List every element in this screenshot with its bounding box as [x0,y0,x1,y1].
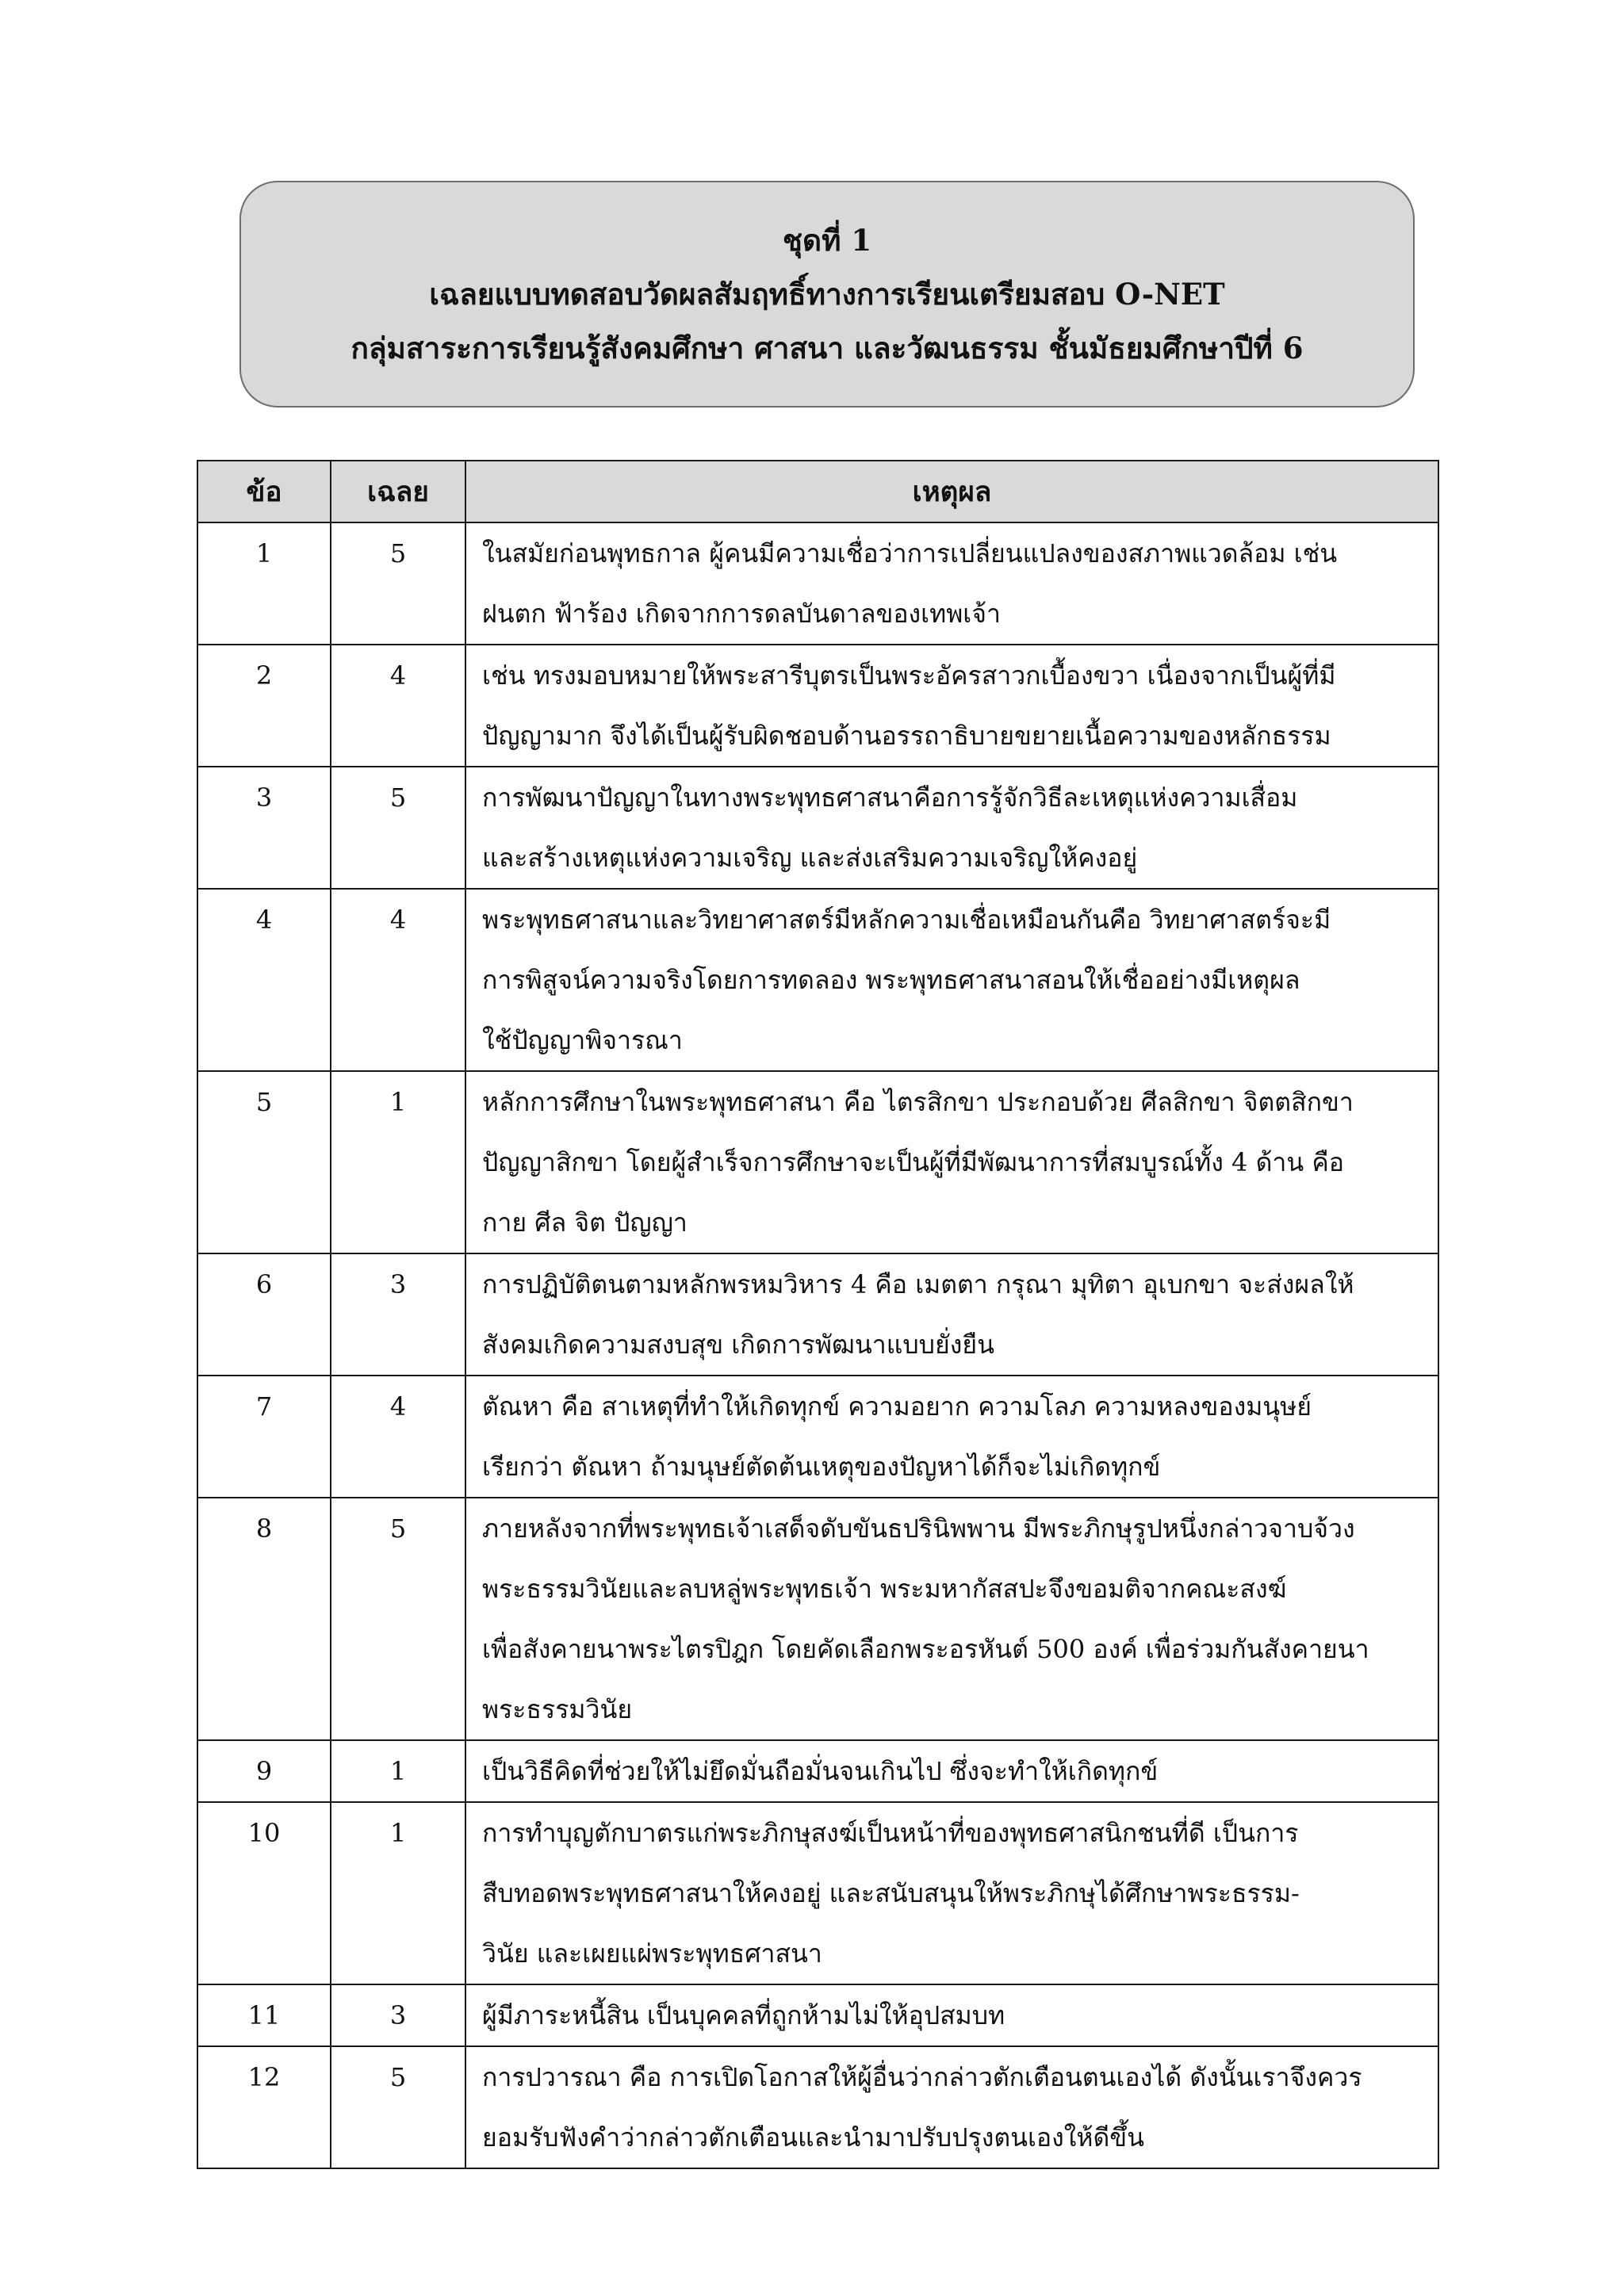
question-number: 1 [197,522,331,645]
reason-line: การทำบุญตักบาตรแก่พระภิกษุสงฆ์เป็นหน้าที่ของพุทธศาสนิกชนที่ดี เป็นการ [482,1818,1299,1848]
table-row [197,1498,1438,1740]
answer-choice: 3 [331,1984,465,2046]
reason-line: สืบทอดพระพุทธศาสนาให้คงอยู่ และสนับสนุนให้พระภิกษุได้ศึกษาพระธรรม- [482,1878,1300,1908]
table-row [197,1253,1438,1376]
table-row [197,1071,1438,1253]
reason-line: ตัณหา คือ สาเหตุที่ทำให้เกิดทุกข์ ความอยาก ความโลภ ความหลงของมนุษย์ [482,1391,1312,1422]
question-number: 9 [197,1740,331,1802]
answer-reason [465,1498,1438,1740]
answer-choice: 5 [331,1498,465,1740]
table-row [197,645,1438,767]
table-row [197,522,1438,645]
question-number: 2 [197,645,331,767]
table-row [197,1802,1438,1984]
question-number: 6 [197,1253,331,1376]
question-number: 7 [197,1376,331,1498]
answer-reason [465,2046,1438,2168]
answer-choice: 5 [331,2046,465,2168]
question-number: 3 [197,767,331,889]
question-number: 11 [197,1984,331,2046]
table-header-row [197,461,1438,522]
table-row [197,2046,1438,2168]
answer-choice: 4 [331,1376,465,1498]
question-number: 8 [197,1498,331,1740]
answer-reason [465,1740,1438,1802]
reason-line: และสร้างเหตุแห่งความเจริญ และส่งเสริมความเจริญให้คงอยู่ [482,843,1138,873]
title-box [239,181,1415,408]
reason-line: พระพุทธศาสนาและวิทยาศาสตร์มีหลักความเชื่อเหมือนกันคือ วิทยาศาสตร์จะมี [482,905,1331,935]
reason-line: หลักการศึกษาในพระพุทธศาสนา คือ ไตรสิกขา ประกอบด้วย ศีลสิกขา จิตตสิกขา [482,1087,1354,1117]
reason-line: เช่น ทรงมอบหมายให้พระสารีบุตรเป็นพระอัครสาวกเบื้องขวา เนื่องจากเป็นผู้ที่มี [482,660,1336,691]
column-header-answer: เฉลย [331,461,465,522]
reason-line: ปัญญามาก จึงได้เป็นผู้รับผิดชอบด้านอรรถาธิบายขยายเนื้อความของหลักธรรม [482,721,1331,751]
reason-line: การพัฒนาปัญญาในทางพระพุทธศาสนาคือการรู้จักวิธีละเหตุแห่งความเสื่อม [482,783,1298,813]
answer-reason [465,1253,1438,1376]
answer-reason [465,1376,1438,1498]
document-title: เฉลยแบบทดสอบวัดผลสัมฤทธิ์ทางการเรียนเตรียมสอบ O-NET [429,277,1225,312]
answer-choice: 4 [331,645,465,767]
reason-line: เรียกว่า ตัณหา ถ้ามนุษย์ตัดต้นเหตุของปัญหาได้ก็จะไม่เกิดทุกข์ [482,1452,1161,1482]
reason-line: ใช้ปัญญาพิจารณา [482,1025,683,1055]
table-row [197,1376,1438,1498]
question-number: 12 [197,2046,331,2168]
reason-line: เพื่อสังคายนาพระไตรปิฎก โดยคัดเลือกพระอรหันต์ 500 องค์ เพื่อร่วมกันสังคายนา [482,1634,1369,1664]
answer-rows [197,522,1438,2168]
table-row [197,1740,1438,1802]
set-number: ชุดที่ 1 [782,223,872,258]
reason-line: การพิสูจน์ความจริงโดยการทดลอง พระพุทธศาสนาสอนให้เชื่ออย่างมีเหตุผล [482,965,1300,995]
reason-line: ปัญญาสิกขา โดยผู้สำเร็จการศึกษาจะเป็นผู้ที่มีพัฒนาการที่สมบูรณ์ทั้ง 4 ด้าน คือ [482,1147,1344,1177]
answer-reason [465,1984,1438,2046]
answer-choice: 1 [331,1740,465,1802]
reason-line: การปฏิบัติตนตามหลักพรหมวิหาร 4 คือ เมตตา กรุณา มุทิตา อุเบกขา จะส่งผลให้ [482,1269,1354,1299]
reason-line: เป็นวิธีคิดที่ช่วยให้ไม่ยึดมั่นถือมั่นจนเกินไป ซึ่งจะทำให้เกิดทุกข์ [482,1756,1159,1786]
answer-choice: 5 [331,522,465,645]
question-number: 10 [197,1802,331,1984]
answer-choice: 3 [331,1253,465,1376]
answer-reason [465,889,1438,1071]
question-number: 4 [197,889,331,1071]
column-header-reason: เหตุผล [465,461,1438,522]
reason-line: การปวารณา คือ การเปิดโอกาสให้ผู้อื่นว่ากล่าวตักเตือนตนเองได้ ดังนั้นเราจึงควร [482,2062,1362,2092]
reason-line: ฝนตก ฟ้าร้อง เกิดจากการดลบันดาลของเทพเจ้า [482,599,1001,629]
reason-line: สังคมเกิดความสงบสุข เกิดการพัฒนาแบบยั่งยืน [482,1330,994,1360]
reason-line: ผู้มีภาระหนี้สิน เป็นบุคคลที่ถูกห้ามไม่ให้อุปสมบท [482,2000,1005,2030]
answer-choice: 1 [331,1802,465,1984]
answer-choice: 1 [331,1071,465,1253]
table-row [197,889,1438,1071]
reason-line: วินัย และเผยแผ่พระพุทธศาสนา [482,1938,822,1969]
reason-line: ภายหลังจากที่พระพุทธเจ้าเสด็จดับขันธปรินิพพาน มีพระภิกษุรูปหนึ่งกล่าวจาบจ้วง [482,1513,1355,1544]
answer-choice: 4 [331,889,465,1071]
answer-reason [465,1802,1438,1984]
answer-choice: 5 [331,767,465,889]
table-row [197,767,1438,889]
question-number: 5 [197,1071,331,1253]
column-header-number: ข้อ [197,461,331,522]
subject-title: กลุ่มสาระการเรียนรู้สังคมศึกษา ศาสนา และวัฒนธรรม ชั้นมัธยมศึกษาปีที่ 6 [350,331,1304,365]
answer-reason [465,1071,1438,1253]
answer-reason [465,767,1438,889]
reason-line: กาย ศีล จิต ปัญญา [482,1207,688,1238]
reason-line: ในสมัยก่อนพุทธกาล ผู้คนมีความเชื่อว่าการเปลี่ยนแปลงของสภาพแวดล้อม เช่น [482,538,1338,568]
answer-reason [465,522,1438,645]
reason-line: ยอมรับฟังคำว่ากล่าวตักเตือนและนำมาปรับปรุงตนเองให้ดีขึ้น [482,2122,1144,2152]
answer-reason [465,645,1438,767]
table-row [197,1984,1438,2046]
reason-line: พระธรรมวินัย [482,1694,633,1724]
reason-line: พระธรรมวินัยและลบหลู่พระพุทธเจ้า พระมหากัสสปะจึงขอมติจากคณะสงฆ์ [482,1574,1287,1604]
answer-key-table [197,460,1439,2169]
